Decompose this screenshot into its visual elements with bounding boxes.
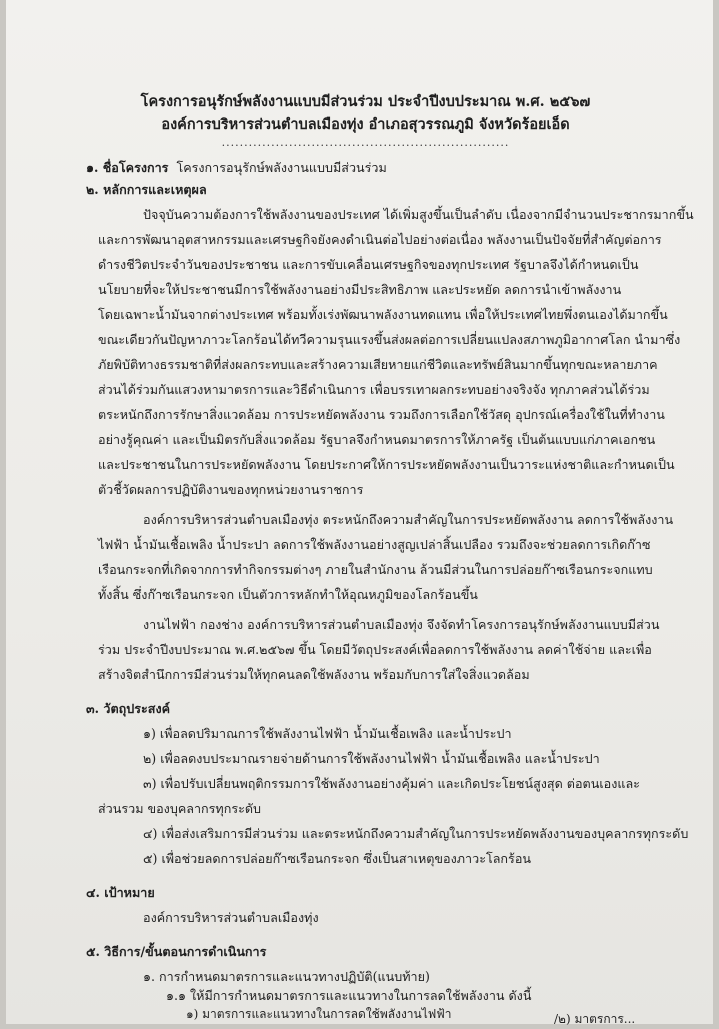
rationale-line: เรือนกระจกที่เกิดจากการทำกิจกรรมต่างๆ ภายในสำนักงาน ล้วนมีส่วนในการปล่อยก๊าซเรือนกระจกแทบ: [98, 562, 653, 577]
rationale-line: โดยเฉพาะน้ำมันจากต่างประเทศ พร้อมทั้งเร่งพัฒนาพลังงานทดแทน เพื่อให้ประเทศไทยพึ่งตนเองได้มากขึ้น: [98, 307, 668, 322]
section-3-heading: ๓. วัตถุประสงค์: [86, 701, 171, 716]
objective-item: ๕) เพื่อช่วยลดการปล่อยก๊าซเรือนกระจก ซึ่งเป็นสาเหตุของภาวะโลกร้อน: [143, 851, 531, 866]
project-name: โครงการอนุรักษ์พลังงานแบบมีส่วนร่วม: [176, 160, 387, 175]
section-1-row: [86, 162, 387, 175]
document-title-line-1: โครงการอนุรักษ์พลังงานแบบมีส่วนร่วม ประจำปีงบประมาณ พ.ศ. ๒๕๖๗: [140, 93, 591, 110]
rationale-line: ตระหนักถึงการรักษาสิ่งแวดล้อม การประหยัดพลังงาน รวมถึงการเลือกใช้วัสดุ อุปกรณ์เครื่องใช้ในที่ทำงาน: [98, 407, 665, 422]
title-divider: ................................................................: [221, 136, 510, 149]
objective-item: ๒) เพื่อลดงบประมาณรายจ่ายด้านการใช้พลังงานไฟฟ้า น้ำมันเชื้อเพลิง และน้ำประปา: [143, 751, 600, 766]
rationale-line: งานไฟฟ้า กองช่าง องค์การบริหารส่วนตำบลเมืองทุ่ง จึงจัดทำโครงการอนุรักษ์พลังงานแบบมีส่วน: [143, 617, 660, 632]
objective-item: ๑) เพื่อลดปริมาณการใช้พลังงานไฟฟ้า น้ำมันเชื้อเพลิง และน้ำประปา: [143, 726, 512, 741]
rationale-line: ดำรงชีวิตประจำวันของประชาชน และการขับเคลื่อนเศรษฐกิจของทุกประเทศ รัฐบาลจึงได้กำหนดเป็น: [98, 257, 639, 272]
section-1-heading: ๑. ชื่อโครงการ: [86, 160, 169, 175]
rationale-line: องค์การบริหารส่วนตำบลเมืองทุ่ง ตระหนักถึงความสำคัญในการประหยัดพลังงาน ลดการใช้พลังงาน: [143, 512, 674, 527]
rationale-line: สร้างจิตสำนึกการมีส่วนร่วมให้ทุกคนลดใช้พลังงาน พร้อมกับการใส่ใจสิ่งแวดล้อม: [98, 667, 530, 682]
rationale-line: ภัยพิบัติทางธรรมชาติที่ส่งผลกระทบและสร้างความเสียหายแก่ชีวิตและทรัพย์สินมากขึ้นทุกขณะหลายภาค: [98, 357, 658, 372]
rationale-line: และประชาชนในการประหยัดพลังงาน โดยประกาศให้การประหยัดพลังงานเป็นวาระแห่งชาติและกำหนดเป็น: [98, 457, 675, 472]
objective-item: ๔) เพื่อส่งเสริมการมีส่วนร่วม และตระหนักถึงความสำคัญในการประหยัดพลังงานของบุคลากรทุกระดับ: [143, 826, 689, 841]
procedure-subitem: ๑.๑ ให้มีการกำหนดมาตรการและแนวทางในการลดใช้พลังงาน ดังนี้: [166, 988, 532, 1003]
section-2-heading: ๒. หลักการและเหตุผล: [86, 182, 207, 197]
procedure-item: ๑. การกำหนดมาตรการและแนวทางปฏิบัติ(แนบท้าย): [143, 969, 430, 984]
document-page: [6, 0, 713, 1024]
objective-item-continued: ส่วนรวม ของบุคลากรทุกระดับ: [98, 801, 262, 816]
rationale-line: นโยบายที่จะให้ประชาชนมีการใช้พลังงานอย่างมีประสิทธิภาพ และประหยัด ลดการนำเข้าพลังงาน: [98, 282, 622, 297]
rationale-line: อย่างรู้คุณค่า และเป็นมิตรกับสิ่งแวดล้อม รัฐบาลจึงกำหนดมาตรการให้ภาครัฐ เป็นต้นแบบแก่ภาคเอกชน: [98, 432, 656, 447]
rationale-line: ปัจจุบันความต้องการใช้พลังงานของประเทศ ได้เพิ่มสูงขึ้นเป็นลำดับ เนื่องจากมีจำนวนประชากรมากขึ้น: [143, 207, 694, 222]
objective-item: ๓) เพื่อปรับเปลี่ยนพฤติกรรมการใช้พลังงานอย่างคุ้มค่า และเกิดประโยชน์สูงสุด ต่อตนเองและ: [143, 776, 640, 791]
rationale-line: ตัวชี้วัดผลการปฏิบัติงานของทุกหน่วยงานราชการ: [98, 482, 364, 497]
rationale-line: ส่วนได้ร่วมกันแสวงหามาตรการและวิธีดำเนินการ เพื่อบรรเทาผลกระทบอย่างจริงจัง ทุกภาคส่วนได้ร่วม: [98, 382, 650, 397]
document-title-line-2: องค์การบริหารส่วนตำบลเมืองทุ่ง อำเภอสุวรรณภูมิ จังหวัดร้อยเอ็ด: [161, 116, 570, 133]
section-5-heading: ๕. วิธีการ/ขั้นตอนการดำเนินการ: [86, 944, 267, 959]
target-value: องค์การบริหารส่วนตำบลเมืองทุ่ง: [143, 910, 319, 925]
rationale-line: ทั้งสิ้น ซึ่งก๊าซเรือนกระจก เป็นตัวการหลักทำให้อุณหภูมิของโลกร้อนขึ้น: [98, 587, 478, 602]
rationale-line: ร่วม ประจำปีงบประมาณ พ.ศ.๒๕๖๗ ขึ้น โดยมีวัตถุประสงค์เพื่อลดการใช้พลังงาน ลดค่าใช้จ่าย และเพื่อ: [98, 642, 652, 657]
rationale-line: และการพัฒนาอุตสาหกรรมและเศรษฐกิจยังคงดำเนินต่อไปอย่างต่อเนื่อง พลังงานเป็นปัจจัยที่สำคัญต่อการ: [98, 232, 662, 247]
page-continuation: /๒) มาตรการ...: [554, 1012, 636, 1026]
rationale-line: ไฟฟ้า น้ำมันเชื้อเพลิง น้ำประปา ลดการใช้พลังงานอย่างสูญเปล่าสิ้นเปลือง รวมถึงจะช่วยลดการเกิดก๊าซ: [98, 537, 651, 552]
procedure-subitem: ๑) มาตรการและแนวทางในการลดใช้พลังงานไฟฟ้า: [186, 1007, 452, 1021]
rationale-line: ขณะเดียวกันปัญหาภาวะโลกร้อนได้ทวีความรุนแรงขึ้นส่งผลต่อการเปลี่ยนแปลงสภาพภูมิอากาศโลก นำมาซึ่ง: [98, 332, 681, 347]
section-4-heading: ๔. เป้าหมาย: [86, 885, 155, 900]
